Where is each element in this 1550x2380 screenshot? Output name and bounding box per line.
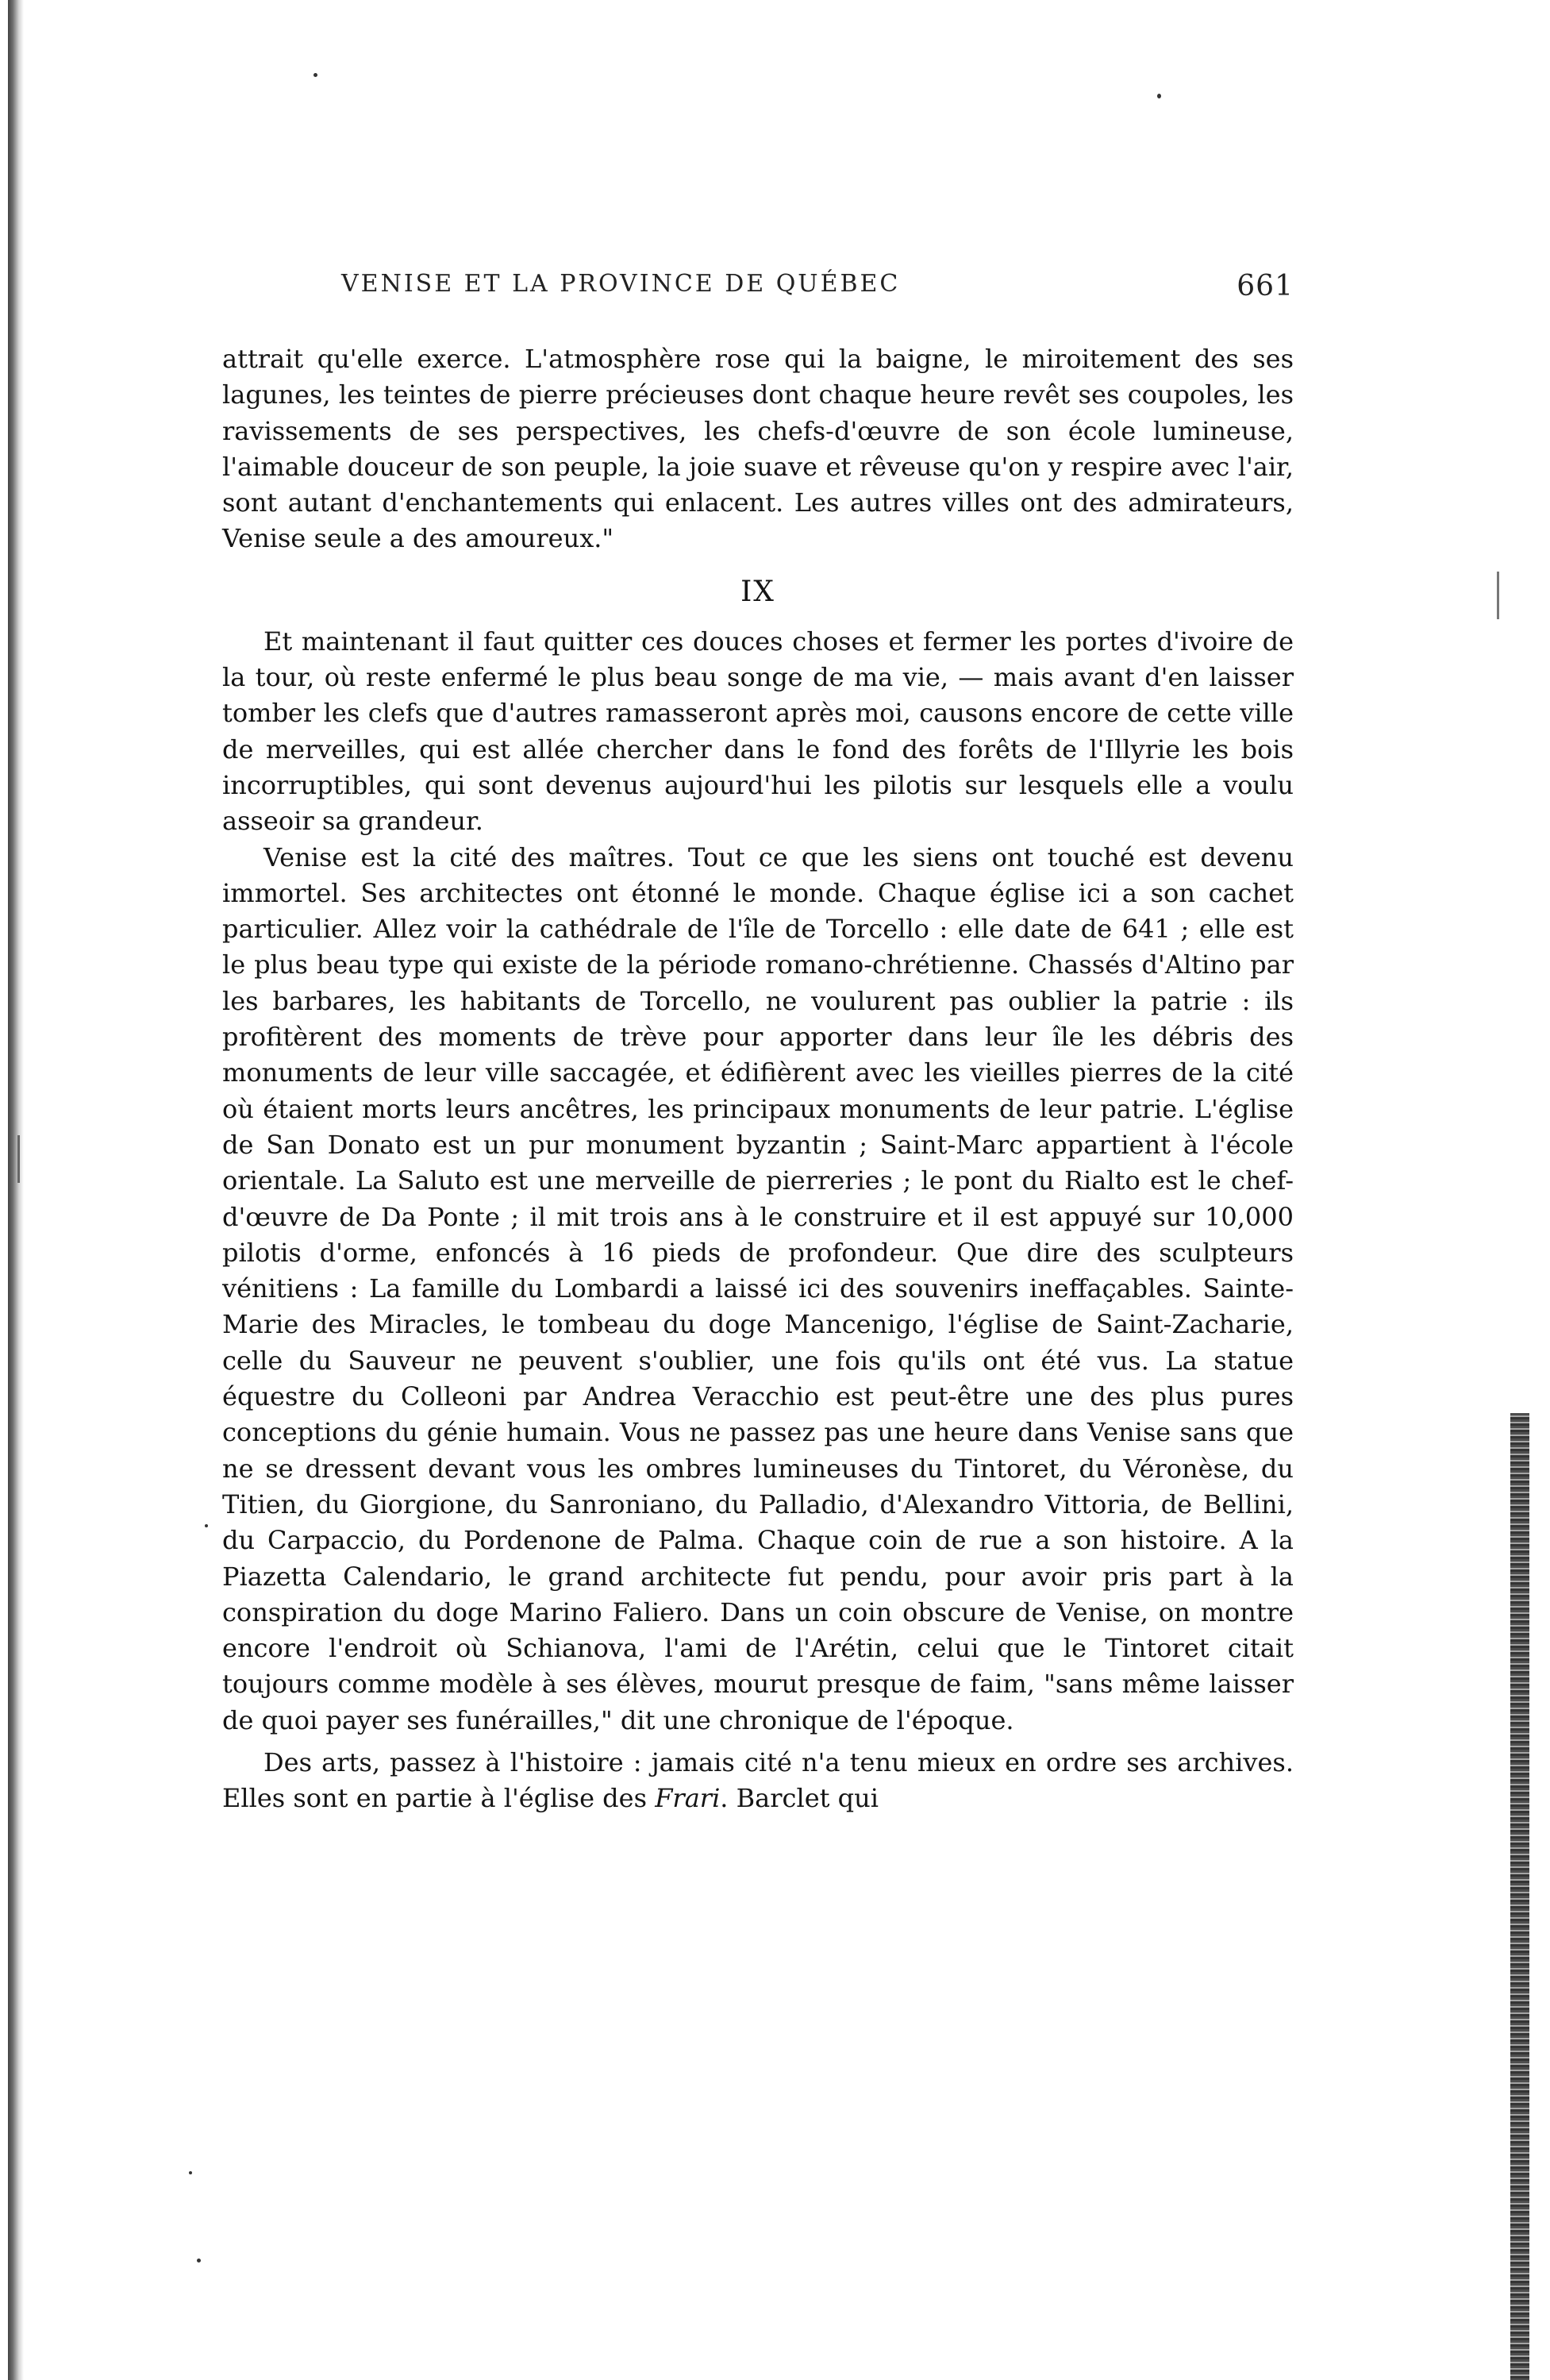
scan-edge-artifact [1510, 1413, 1529, 2380]
page-number: 661 [1237, 270, 1294, 302]
paragraph-continuation: attrait qu'elle exerce. L'atmosphère rose qui la baigne, le miroitement des ses lagunes, les teintes de pierre précieuses dont chaque heure revêt ses coupoles, les ravissements de ses perspectives, les chefs-d'œuvre de son école lumineuse, l'aimable douceur de son peuple, la joie suave et rêveuse qu'on y respire avec l'air, sont autant d'enchantements qui enlacent. Les autres villes ont des admirateurs, Venise seule a des amoureux." [222, 344, 1294, 554]
scan-speck [189, 2171, 192, 2174]
paragraph: Et maintenant il faut quitter ces douces choses et fermer les portes d'ivoire de la tour, où reste enfermé le plus beau songe de ma vie, — mais avant d'en laisser tomber les clefs que d'autres ramasseront après moi, causons encore de cette ville de merveilles, qui est allée chercher dans le fond des forêts de l'Illyrie les bois incorruptibles, qui sont devenus aujourd'hui les pilotis sur lesquels elle a voulu asseoir sa grandeur. [222, 626, 1294, 837]
body-text [222, 341, 1294, 1817]
scan-speck [1157, 94, 1161, 98]
paragraph-text: . Barclet qui [720, 1783, 879, 1814]
scan-mark [1497, 572, 1499, 619]
scan-mark [17, 1135, 20, 1183]
scan-edge-shadow [8, 0, 24, 2380]
section-heading: IX [740, 575, 775, 608]
paragraph-text: Des arts, passez à l'histoire : jamais cité n'a tenu mieux en ordre ses archives. Elles sont en partie à l'église des [222, 1746, 1294, 1814]
scan-speck [205, 1524, 208, 1527]
scan-speck [197, 2259, 201, 2263]
scan-speck [313, 73, 317, 77]
running-header [222, 270, 1294, 318]
italic-term: Frari [655, 1783, 721, 1814]
paragraph: Venise est la cité des maîtres. Tout ce que les siens ont touché est devenu immortel. Ses architectes ont étonné le monde. Chaque église ici a son cachet particulier. Allez voir la cathédrale de l'île de Torcello : elle date de 641 ; elle est le plus beau type qui existe de la période romano-chrétienne. Chassés d'Altino par les barbares, les habitants de Torcello, ne voulurent pas oublier la patrie : ils profitèrent des moments de trève pour apporter dans leur île les débris des monuments de leur ville saccagée, et édifièrent avec les vieilles pierres de la cité où étaient morts leurs ancêtres, les principaux monuments de leur patrie. L'église de San Donato est un pur monument byzantin ; Saint-Marc appartient à l'école orientale. La Saluto est une merveille de pierreries ; le pont du Rialto est le chef-d'œuvre de Da Ponte ; il mit trois ans à le construire et il est appuyé sur 10,000 pilotis d'orme, enfoncés à 16 pieds de profondeur. Que dire des sculpteurs vénitiens : La famille du Lombardi a laissé ici des souvenirs ineffaçables. Sainte-Marie des Miracles, le tombeau du doge Mancenigo, l'église de Saint-Zacharie, celle du Sauveur ne peuvent s'oublier, une fois qu'ils ont été vus. La statue équestre du Colleoni par Andrea Veracchio est peut-être une des plus pures conceptions du génie humain. Vous ne passez pas une heure dans Venise sans que ne se dressent devant vous les ombres lumineuses du Tintoret, du Véronèse, du Titien, du Giorgione, du Sanroniano, du Palladio, d'Alexandro Vittoria, de Bellini, du Carpaccio, du Pordenone de Palma. Chaque coin de rue a son histoire. A la Piazetta Calendario, le grand architecte fut pendu, pour avoir pris part à la conspiration du doge Marino Faliero. Dans un coin obscure de Venise, on montre encore l'endroit où Schianova, l'ami de l'Arétin, celui que le Tintoret citait toujours comme modèle à ses élèves, mourut presque de faim, "sans même laisser de quoi payer ses funérailles," dit une chronique de l'époque. [222, 841, 1294, 1735]
paragraph-last [222, 1745, 1294, 1817]
running-title: VENISE ET LA PROVINCE DE QUÉBEC [341, 270, 901, 298]
